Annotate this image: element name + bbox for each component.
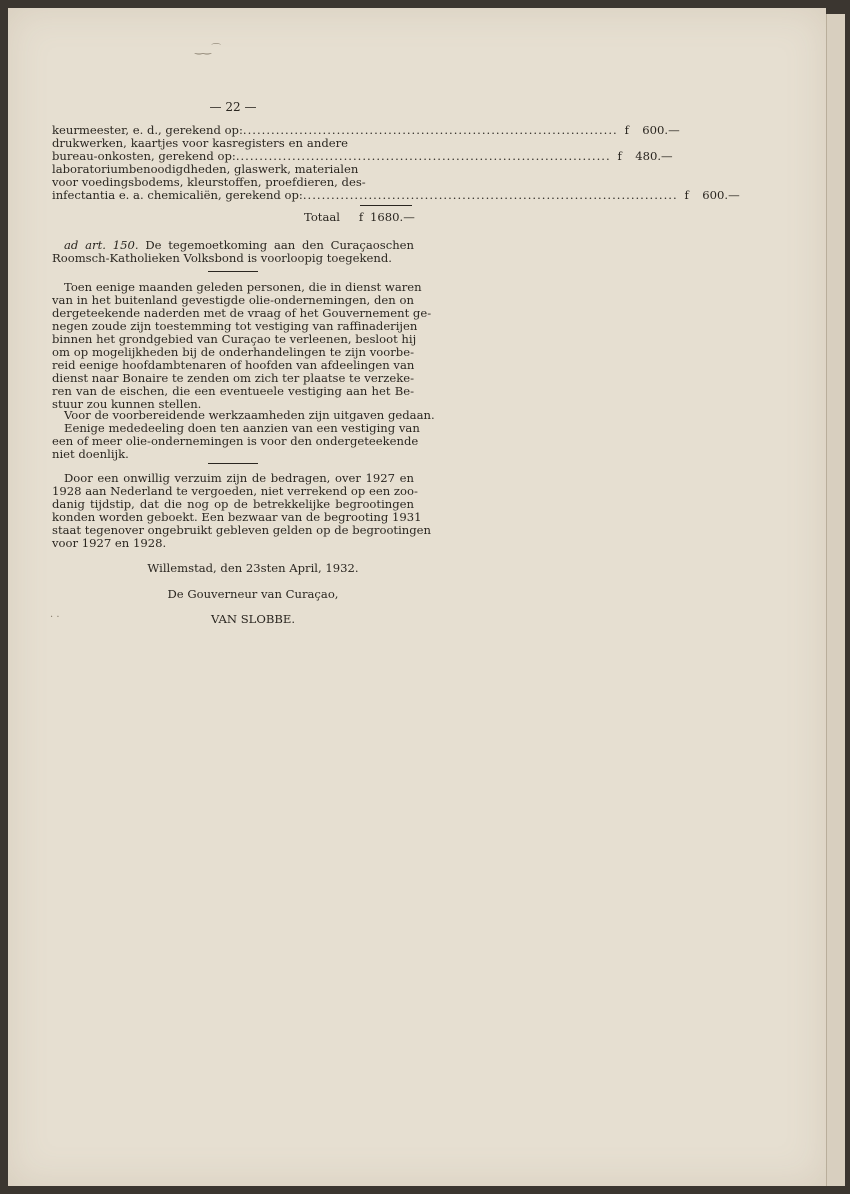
section-divider-1 xyxy=(208,271,258,272)
leader-dots: ................................................................................ xyxy=(302,188,678,202)
cost-item-label: infectantia e. a. chemicaliën, gerekend op: xyxy=(52,188,303,202)
cost-item-label: keurmeester, e. d., gerekend op: xyxy=(52,123,243,137)
paragraph-line: konden worden geboekt. Een bezwaar van de begrooting 1931 xyxy=(52,510,422,524)
paragraph-line: voor 1927 en 1928. xyxy=(52,536,167,550)
cost-item-line: voor voedingsbodems, kleurstoffen, proefdieren, des- xyxy=(52,175,366,189)
sum-rule xyxy=(360,205,412,206)
pencil-mark: ‿‿⌒ xyxy=(195,44,222,55)
paragraph-statement xyxy=(52,421,420,461)
paragraph-line: dienst naar Bonaire te zenden om zich ter plaatse te verzeke- xyxy=(52,371,414,385)
ad-art-text-1: De tegemoetkoming aan den Curaçaoschen xyxy=(145,238,414,252)
paragraph-line: stuur zou kunnen stellen. xyxy=(52,397,202,411)
cost-item-currency: f xyxy=(684,188,689,202)
paragraph-line: negen zoude zijn toestemming tot vestiging van raffinaderijen xyxy=(52,319,418,333)
cost-item-line: laboratoriumbenoodigdheden, glaswerk, materialen xyxy=(52,162,359,176)
signature: VAN SLOBBE. xyxy=(210,612,296,626)
cost-item-line: drukwerken, kaartjes voor kasregisters en andere xyxy=(52,136,348,150)
page-number: — 22 — xyxy=(209,100,257,114)
total-row xyxy=(52,211,414,224)
paragraph-line: dergeteekende naderden met de vraag of het Gouvernement ge- xyxy=(52,306,432,320)
cost-item-currency: f xyxy=(624,123,629,137)
cost-item-amount: 480.— xyxy=(635,149,673,163)
paragraph-line: een of meer olie-ondernemingen is voor den ondergeteekende xyxy=(52,434,419,448)
total-currency: f xyxy=(358,210,364,224)
place-date: Willemstad, den 23sten April, 1932. xyxy=(147,561,359,575)
cost-item-label: bureau-onkosten, gerekend op: xyxy=(52,149,236,163)
paragraph-line: danig tijdstip, dat die nog op de betrekkelijke begrootingen xyxy=(52,497,414,511)
ad-art-ref: ad art. 150. xyxy=(64,238,139,252)
paragraph-line: Voor de voorbereidende werkzaamheden zijn uitgaven gedaan. xyxy=(64,408,435,422)
paragraph-line: Toen eenige maanden geleden personen, die in dienst waren xyxy=(64,280,422,294)
cost-items-block xyxy=(52,123,740,202)
paragraph-line: binnen het grondgebied van Curaçao te verleenen, besloot hij xyxy=(52,332,417,346)
paragraph-refineries xyxy=(52,280,432,411)
paragraph-line: ren van de eischen, die een eventueele vestiging aan het Be- xyxy=(52,384,414,398)
paragraph-line: reid eenige hoofdambtenaren of hoofden van afdeelingen van xyxy=(52,358,415,372)
leader-dots: ................................................................................ xyxy=(242,123,618,137)
ad-art-block xyxy=(52,239,414,265)
total-amount: 1680.— xyxy=(370,210,415,224)
paragraph-budget xyxy=(52,471,432,550)
cost-item-row xyxy=(52,188,740,202)
paragraph-line: staat tegenover ongebruikt gebleven gelden op de begrootingen xyxy=(52,523,432,537)
paragraph-line: Eenige mededeeling doen ten aanzien van een vestiging van xyxy=(64,421,420,435)
governor-title: De Gouverneur van Curaçao, xyxy=(167,587,339,601)
total-label: Totaal xyxy=(303,210,340,224)
section-divider-2 xyxy=(208,463,258,464)
cost-item-amount: 600.— xyxy=(642,123,680,137)
paragraph-line: van in het buitenland gevestigde olie-ondernemingen, den on xyxy=(52,293,414,307)
paragraph-line: 1928 aan Nederland te vergoeden, niet verrekend op een zoo- xyxy=(52,484,418,498)
paragraph-line: om op mogelijkheden bij de onderhandelingen te zijn voorbe- xyxy=(52,345,414,359)
cost-item-amount: 600.— xyxy=(702,188,740,202)
ink-specks: · · xyxy=(50,612,60,623)
cost-item-currency: f xyxy=(617,149,622,163)
paragraph-line: niet doenlijk. xyxy=(52,447,129,461)
paragraph-line: Door een onwillig verzuim zijn de bedragen, over 1927 en xyxy=(64,471,414,485)
ad-art-line-2: Roomsch-Katholieken Volksbond is voorloopig toegekend. xyxy=(52,251,392,265)
leader-dots: ................................................................................ xyxy=(235,149,611,163)
page-edge xyxy=(826,14,845,1186)
